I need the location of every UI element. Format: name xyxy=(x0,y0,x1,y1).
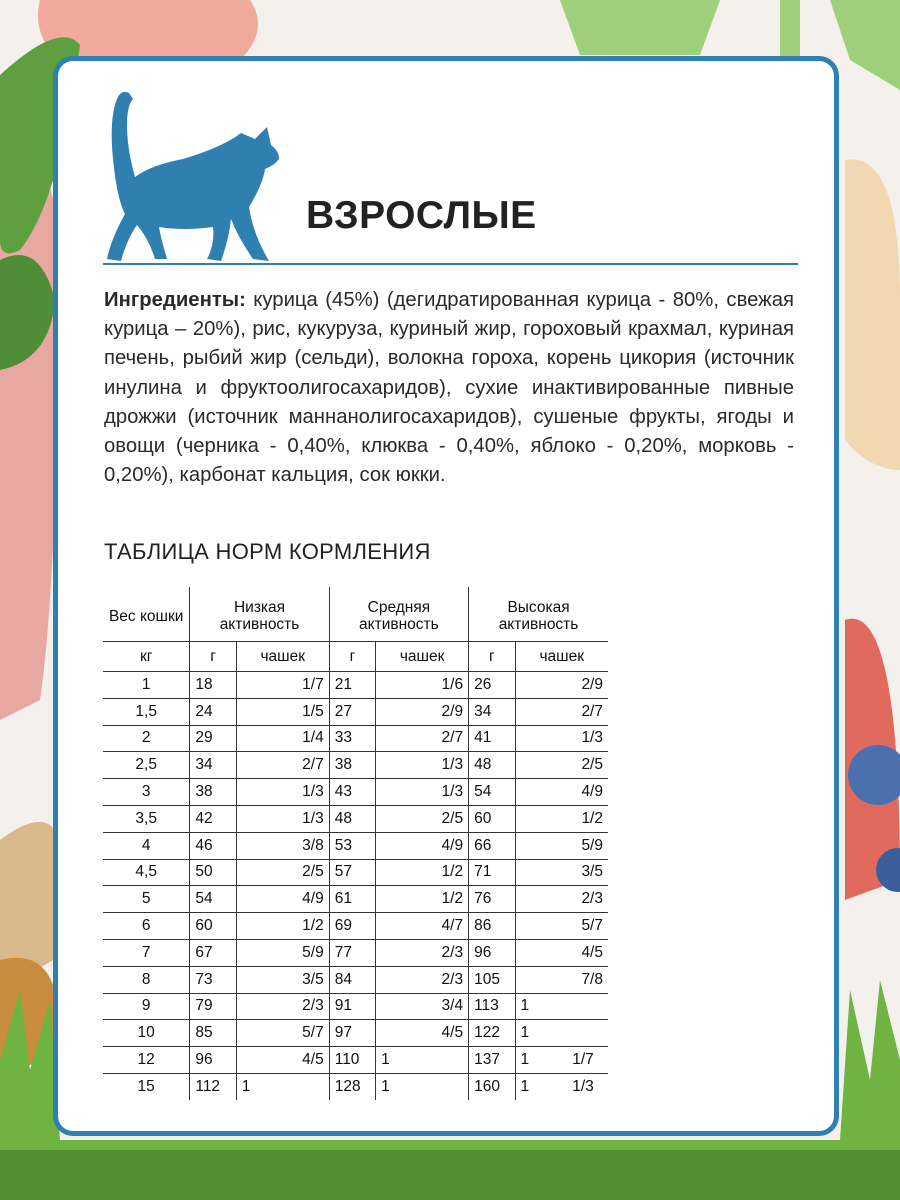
low-grams-cell: 60 xyxy=(190,913,236,940)
feeding-table xyxy=(103,587,608,1100)
medium-cups-cell: 1 xyxy=(376,1047,469,1074)
high-cups-cell: 2/3 xyxy=(515,886,608,913)
medium-cups-cell: 2/3 xyxy=(376,939,469,966)
table-row xyxy=(103,805,608,832)
low-cups-cell: 3/8 xyxy=(236,832,329,859)
table-row xyxy=(103,832,608,859)
weight-header: Вес кошки xyxy=(103,587,190,642)
high-cups-cell: 4/5 xyxy=(515,939,608,966)
medium-grams-cell: 43 xyxy=(329,779,375,806)
weight-cell: 1 xyxy=(103,672,190,699)
weight-cell: 8 xyxy=(103,966,190,993)
weight-cell: 3,5 xyxy=(103,805,190,832)
medium-grams-cell: 61 xyxy=(329,886,375,913)
low-cups-cell: 1 xyxy=(236,1073,329,1099)
unit-grams: г xyxy=(190,642,236,672)
high-grams-cell: 86 xyxy=(469,913,515,940)
high-cups-cell: 1 xyxy=(515,1020,608,1047)
table-row xyxy=(103,993,608,1020)
weight-cell: 4 xyxy=(103,832,190,859)
unit-kg: кг xyxy=(103,642,190,672)
low-cups-cell: 1/2 xyxy=(236,913,329,940)
high-cups-cell: 1/3 xyxy=(515,725,608,752)
low-cups-cell: 3/5 xyxy=(236,966,329,993)
table-row xyxy=(103,913,608,940)
high-cups-cell: 7/8 xyxy=(515,966,608,993)
high-grams-cell: 105 xyxy=(469,966,515,993)
low-grams-cell: 46 xyxy=(190,832,236,859)
weight-cell: 1,5 xyxy=(103,698,190,725)
low-grams-cell: 73 xyxy=(190,966,236,993)
weight-cell: 15 xyxy=(137,1077,155,1095)
medium-grams-cell: 128 xyxy=(329,1073,375,1099)
medium-grams-cell: 27 xyxy=(329,698,375,725)
medium-grams-cell: 57 xyxy=(329,859,375,886)
high-grams-cell: 48 xyxy=(469,752,515,779)
medium-cups-cell: 2/3 xyxy=(376,966,469,993)
weight-cell: 3 xyxy=(103,779,190,806)
ingredients-text xyxy=(104,286,794,490)
weight-cell: 2,5 xyxy=(103,752,190,779)
medium-cups-cell: 1/2 xyxy=(376,859,469,886)
low-cups-cell: 1/7 xyxy=(236,672,329,699)
table-row xyxy=(103,1020,608,1047)
unit-grams: г xyxy=(469,642,515,672)
medium-grams-cell: 69 xyxy=(329,913,375,940)
high-cups-cell: 2/7 xyxy=(515,698,608,725)
weight-cell: 9 xyxy=(103,993,190,1020)
low-cups-cell: 2/5 xyxy=(236,859,329,886)
medium-grams-cell: 110 xyxy=(329,1047,375,1074)
low-grams-cell: 85 xyxy=(190,1020,236,1047)
low-grams-cell: 24 xyxy=(190,698,236,725)
medium-grams-cell: 77 xyxy=(329,939,375,966)
table-row xyxy=(103,1073,608,1099)
medium-cups-cell: 1/2 xyxy=(376,886,469,913)
low-grams-cell: 67 xyxy=(190,939,236,966)
table-row xyxy=(103,859,608,886)
medium-cups-cell: 3/4 xyxy=(376,993,469,1020)
ingredients-list: курица (45%) (дегидратированная курица - 80%, свежая курица – 20%), рис, кукуруза, куриный жир, гороховый крахмал, куриная печень, рыбий жир (сельди), волокна гороха, корень цикория (источник инулина и фруктоолигосахаридов), сухие инактивированные пивные дрожжи (источник маннанолигосахаридов), сушеные фрукты, ягоды и овощи (черника - 0,40%, клюква - 0,40%, яблоко - 0,20%, морковь - 0,20%), карбонат кальция, сок юкки. xyxy=(104,289,794,487)
high-grams-cell: 41 xyxy=(469,725,515,752)
medium-grams-cell: 38 xyxy=(329,752,375,779)
medium-cups-cell: 4/5 xyxy=(376,1020,469,1047)
weight-cell: 4,5 xyxy=(103,859,190,886)
low-cups-cell: 1/3 xyxy=(236,805,329,832)
high-grams-cell: 34 xyxy=(469,698,515,725)
medium-grams-cell: 84 xyxy=(329,966,375,993)
medium-cups-cell: 2/7 xyxy=(376,725,469,752)
grass-dark xyxy=(0,1150,900,1200)
medium-cups-cell: 2/5 xyxy=(376,805,469,832)
high-cups-cell: 1 1/7 xyxy=(515,1047,608,1074)
medium-cups-cell: 4/9 xyxy=(376,832,469,859)
low-grams-cell: 29 xyxy=(190,725,236,752)
unit-cups: чашек xyxy=(376,642,469,672)
high-grams-cell: 54 xyxy=(469,779,515,806)
low-cups-cell: 5/7 xyxy=(236,1020,329,1047)
high-cups-cell: 1 1/3 xyxy=(515,1073,608,1099)
medium-grams-cell: 53 xyxy=(329,832,375,859)
unit-cups: чашек xyxy=(236,642,329,672)
medium-cups-cell: 1 xyxy=(376,1073,469,1099)
high-cups-cell: 1 xyxy=(515,993,608,1020)
low-cups-cell: 1/5 xyxy=(236,698,329,725)
group-high-header: Высокая активность xyxy=(469,587,608,642)
low-grams-cell: 112 xyxy=(190,1073,236,1099)
low-cups-cell: 4/9 xyxy=(236,886,329,913)
low-cups-cell: 5/9 xyxy=(236,939,329,966)
feeding-table-body xyxy=(103,672,608,1100)
medium-cups-cell: 4/7 xyxy=(376,913,469,940)
unit-cups: чашек xyxy=(515,642,608,672)
table-row xyxy=(103,779,608,806)
low-grams-cell: 50 xyxy=(190,859,236,886)
high-grams-cell: 26 xyxy=(469,672,515,699)
low-grams-cell: 34 xyxy=(190,752,236,779)
high-cups-cell: 4/9 xyxy=(515,779,608,806)
low-cups-cell: 2/7 xyxy=(236,752,329,779)
apple-right xyxy=(845,159,900,470)
medium-grams-cell: 91 xyxy=(329,993,375,1020)
high-grams-cell: 71 xyxy=(469,859,515,886)
group-medium-header: Средняя активность xyxy=(329,587,468,642)
page-title: ВЗРОСЛЫЕ xyxy=(306,194,537,237)
table-row xyxy=(103,886,608,913)
high-grams-cell: 137 xyxy=(469,1047,515,1074)
weight-cell: 2 xyxy=(103,725,190,752)
weight-cell: 6 xyxy=(103,913,190,940)
high-cups-cell: 1/2 xyxy=(515,805,608,832)
ingredients-label: Ингредиенты: xyxy=(104,289,246,311)
table-row xyxy=(103,1047,608,1074)
low-cups-cell: 1/3 xyxy=(236,779,329,806)
high-grams-cell: 160 xyxy=(469,1073,515,1099)
content-card xyxy=(53,56,839,1136)
high-grams-cell: 66 xyxy=(469,832,515,859)
medium-grams-cell: 21 xyxy=(329,672,375,699)
table-row xyxy=(103,939,608,966)
high-cups-cell: 2/9 xyxy=(515,672,608,699)
high-cups-cell: 5/7 xyxy=(515,913,608,940)
medium-grams-cell: 33 xyxy=(329,725,375,752)
title-divider xyxy=(103,263,798,265)
table-row xyxy=(103,966,608,993)
feeding-table-title: ТАБЛИЦА НОРМ КОРМЛЕНИЯ xyxy=(104,539,431,564)
table-row xyxy=(103,752,608,779)
high-grams-cell: 122 xyxy=(469,1020,515,1047)
high-grams-cell: 60 xyxy=(469,805,515,832)
high-grams-cell: 113 xyxy=(469,993,515,1020)
low-grams-cell: 96 xyxy=(190,1047,236,1074)
high-cups-cell: 3/5 xyxy=(515,859,608,886)
low-grams-cell: 54 xyxy=(190,886,236,913)
cat-silhouette-icon xyxy=(103,89,288,265)
medium-cups-cell: 1/3 xyxy=(376,779,469,806)
weight-cell: 12 xyxy=(103,1047,190,1074)
low-cups-cell: 2/3 xyxy=(236,993,329,1020)
medium-cups-cell: 1/6 xyxy=(376,672,469,699)
high-cups-cell: 5/9 xyxy=(515,832,608,859)
medium-cups-cell: 2/9 xyxy=(376,698,469,725)
table-row xyxy=(103,698,608,725)
high-grams-cell: 76 xyxy=(469,886,515,913)
weight-cell: 7 xyxy=(103,939,190,966)
weight-cell: 5 xyxy=(103,886,190,913)
high-cups-cell: 2/5 xyxy=(515,752,608,779)
unit-grams: г xyxy=(329,642,375,672)
medium-cups-cell: 1/3 xyxy=(376,752,469,779)
low-grams-cell: 38 xyxy=(190,779,236,806)
group-low-header: Низкая активность xyxy=(190,587,329,642)
medium-grams-cell: 97 xyxy=(329,1020,375,1047)
medium-grams-cell: 48 xyxy=(329,805,375,832)
high-grams-cell: 96 xyxy=(469,939,515,966)
low-grams-cell: 18 xyxy=(190,672,236,699)
low-grams-cell: 79 xyxy=(190,993,236,1020)
table-row xyxy=(103,725,608,752)
low-cups-cell: 4/5 xyxy=(236,1047,329,1074)
weight-cell: 10 xyxy=(103,1020,190,1047)
low-cups-cell: 1/4 xyxy=(236,725,329,752)
table-row xyxy=(103,672,608,699)
low-grams-cell: 42 xyxy=(190,805,236,832)
